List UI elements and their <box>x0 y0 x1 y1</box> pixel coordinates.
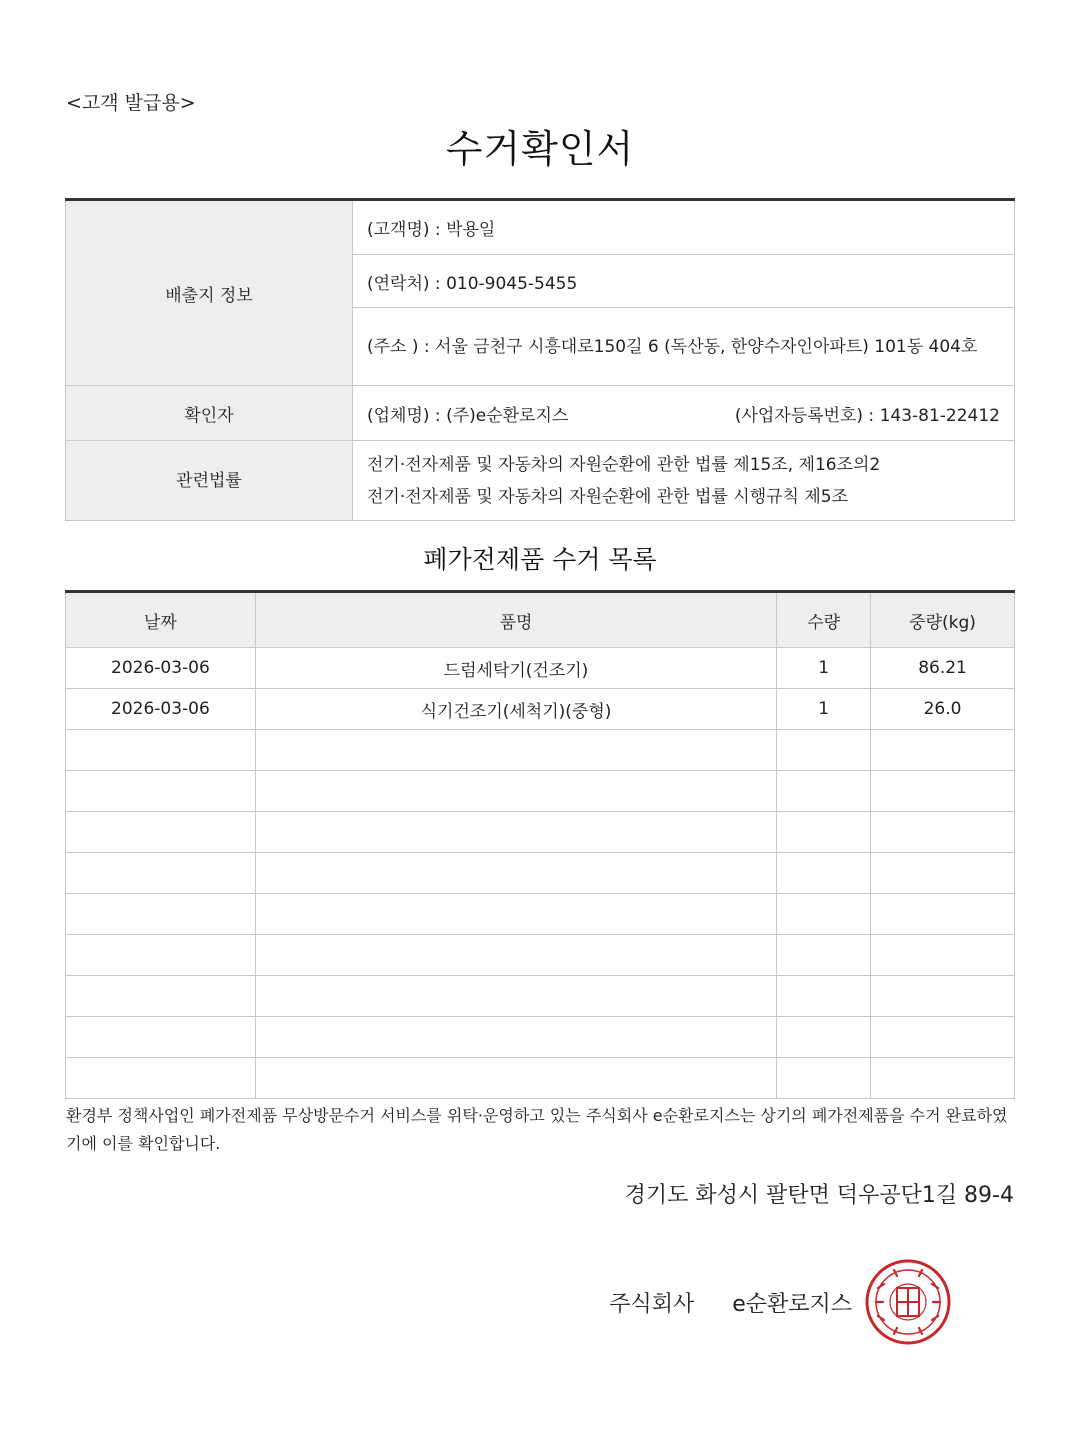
customer-address: (주소 ) : 서울 금천구 시흥대로150길 6 (독산동, 한양수자인아파트) 101동 404호 <box>353 308 1015 386</box>
company-address: 경기도 화성시 팔탄면 덕우공단1길 89-4 <box>624 1183 1014 1208</box>
company-signature <box>609 1287 852 1318</box>
row-weight <box>871 1058 1015 1099</box>
list-title: 폐가전제품 수거 목록 <box>423 545 657 574</box>
row-quantity <box>777 1058 871 1099</box>
row-date <box>66 935 256 976</box>
collection-list-table <box>65 590 1015 1099</box>
row-weight <box>871 1017 1015 1058</box>
company-name: (업체명) : (주)e순환로지스 <box>367 405 569 426</box>
company-prefix: 주식회사 <box>609 1292 695 1317</box>
row-date <box>66 976 256 1017</box>
row-weight <box>871 730 1015 771</box>
row-item-name <box>255 976 776 1017</box>
row-item-name <box>255 730 776 771</box>
row-date <box>66 812 256 853</box>
row-quantity <box>777 976 871 1017</box>
law-line-2: 전기·전자제품 및 자동차의 자원순환에 관한 법률 시행규칙 제5조 <box>367 486 849 507</box>
row-quantity <box>777 1017 871 1058</box>
row-weight: 26.0 <box>871 689 1015 730</box>
table-row <box>66 730 1015 771</box>
row-item-name: 드럼세탁기(건조기) <box>255 648 776 689</box>
row-weight <box>871 976 1015 1017</box>
column-header-item: 품명 <box>255 592 776 648</box>
row-item-name <box>255 1017 776 1058</box>
table-row <box>66 648 1015 689</box>
company-sign-name: e순환로지스 <box>732 1292 852 1317</box>
table-row <box>66 853 1015 894</box>
row-weight <box>871 935 1015 976</box>
row-item-name <box>255 812 776 853</box>
table-row <box>66 1017 1015 1058</box>
row-item-name: 식기건조기(세척기)(중형) <box>255 689 776 730</box>
row-date: 2026-03-06 <box>66 689 256 730</box>
table-row <box>66 976 1015 1017</box>
table-row <box>66 812 1015 853</box>
row-date <box>66 894 256 935</box>
row-quantity: 1 <box>777 648 871 689</box>
row-date <box>66 730 256 771</box>
law-label: 관련법률 <box>66 441 353 521</box>
business-number: (사업자등록번호) : 143-81-22412 <box>734 405 1000 426</box>
confirmer-info <box>353 386 1015 441</box>
origin-info-table <box>65 198 1015 521</box>
row-item-name <box>255 771 776 812</box>
confirmer-label: 확인자 <box>66 386 353 441</box>
row-weight <box>871 812 1015 853</box>
table-row <box>66 771 1015 812</box>
row-quantity: 1 <box>777 689 871 730</box>
row-weight <box>871 894 1015 935</box>
table-row <box>66 894 1015 935</box>
table-row <box>66 935 1015 976</box>
column-header-date: 날짜 <box>66 592 256 648</box>
table-row <box>66 689 1015 730</box>
row-date <box>66 771 256 812</box>
copy-label: <고객 발급용> <box>66 92 196 114</box>
row-weight <box>871 771 1015 812</box>
customer-name: (고객명) : 박용일 <box>353 200 1015 255</box>
row-quantity <box>777 812 871 853</box>
row-item-name <box>255 935 776 976</box>
law-line-1: 전기·전자제품 및 자동차의 자원순환에 관한 법률 제15조, 제16조의2 <box>367 454 881 475</box>
row-quantity <box>777 935 871 976</box>
confirmation-notice: 환경부 정책사업인 폐가전제품 무상방문수거 서비스를 위탁·운영하고 있는 주식회사 e순환로지스는 상기의 폐가전제품을 수거 완료하였기에 이를 확인합니다. <box>66 1106 1008 1153</box>
row-quantity <box>777 730 871 771</box>
customer-phone: (연락처) : 010-9045-5455 <box>353 255 1015 308</box>
row-item-name <box>255 853 776 894</box>
document-title: 수거확인서 <box>445 127 635 171</box>
row-weight <box>871 853 1015 894</box>
row-quantity <box>777 894 871 935</box>
row-item-name <box>255 894 776 935</box>
row-date <box>66 1017 256 1058</box>
column-header-weight: 중량(kg) <box>871 592 1015 648</box>
row-weight: 86.21 <box>871 648 1015 689</box>
column-header-quantity: 수량 <box>777 592 871 648</box>
company-seal-icon <box>864 1258 952 1346</box>
row-date <box>66 1058 256 1099</box>
origin-label: 배출지 정보 <box>66 200 353 386</box>
row-date: 2026-03-06 <box>66 648 256 689</box>
row-quantity <box>777 771 871 812</box>
row-quantity <box>777 853 871 894</box>
row-date <box>66 853 256 894</box>
row-item-name <box>255 1058 776 1099</box>
law-text <box>353 441 1015 521</box>
table-row <box>66 1058 1015 1099</box>
